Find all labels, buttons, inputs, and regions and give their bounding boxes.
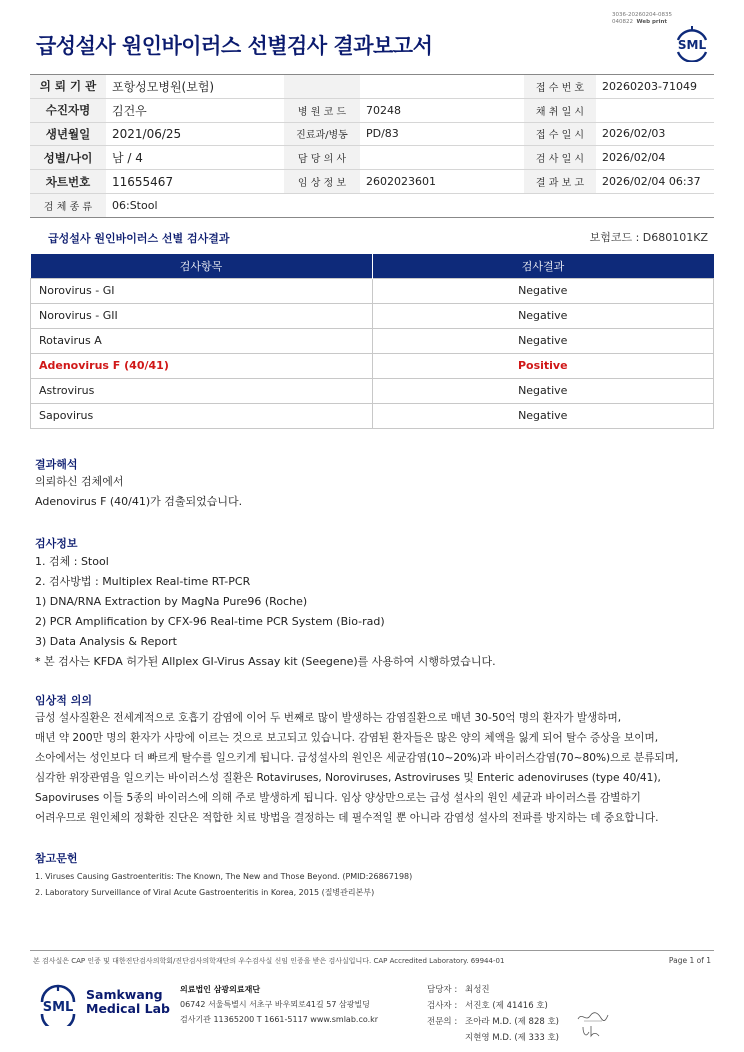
document-id [612, 12, 672, 26]
document-id-line2: 040822 [612, 19, 634, 25]
info-label: 접 수 번 호 [524, 75, 596, 99]
staff-role: 담당자 : [427, 985, 458, 995]
clinical-line: 급성 설사질환은 전세계적으로 호흡기 감염에 이어 두 번째로 많이 발생하는 감염질환으로 매년 30-50억 명의 환자가 발생하며, [35, 712, 622, 724]
test-result: Positive [372, 353, 713, 378]
info-value: 2026/02/04 06:37 [596, 170, 714, 194]
test-result: Negative [372, 403, 713, 428]
patient-info-row [30, 122, 714, 146]
info-value [596, 98, 714, 122]
info-value: 남 / 4 [106, 146, 284, 170]
info-value: 2026/02/04 [596, 146, 714, 170]
info-label: 결 과 보 고 [524, 170, 596, 194]
footer-brand [86, 988, 170, 1016]
column-header-result: 검사결과 [372, 254, 713, 278]
staff-name: 조아라 M.D. (제 828 호) [465, 1017, 560, 1027]
logo-text: SML [677, 38, 707, 52]
clinical-text [35, 708, 678, 828]
test-item: Astrovirus [31, 378, 373, 403]
test-info-line: 3) Data Analysis & Report [35, 635, 177, 648]
clinical-line: 어려우므로 원인체의 정확한 진단은 적합한 치료 방법을 결정하는 데 필수적일 뿐 아니라 감염성 설사의 전파를 방지하는 데 중요합니다. [35, 812, 659, 824]
patient-info-table [30, 74, 714, 218]
staff-row [427, 982, 559, 998]
test-result: Negative [372, 328, 713, 353]
info-value: 11655467 [106, 170, 284, 194]
info-value [360, 146, 524, 170]
info-value: 2602023601 [360, 170, 524, 194]
info-label: 검 사 일 시 [524, 146, 596, 170]
test-item: Adenovirus F (40/41) [31, 353, 373, 378]
info-label [284, 75, 360, 99]
info-label: 성별/나이 [30, 146, 106, 170]
patient-info-row [30, 75, 714, 99]
signature-1-icon [576, 1010, 610, 1024]
staff-role [427, 1030, 465, 1046]
organization-contact: 검사기관 11365200 T 1661-5117 www.smlab.co.kr [180, 1015, 379, 1024]
document-id-line1: 3036-20260204-0835 [612, 12, 672, 18]
test-info-line: 1) DNA/RNA Extraction by MagNa Pure96 (Roche) [35, 595, 308, 608]
staff-list [427, 982, 559, 1046]
test-result: Negative [372, 278, 713, 303]
interpretation-line: Adenovirus F (40/41)가 검출되었습니다. [35, 495, 243, 508]
specimen-value: 06:Stool [106, 193, 714, 217]
signature-2-icon [580, 1024, 602, 1040]
test-info-line: 2) PCR Amplification by CFX-96 Real-time PCR System (Bio-rad) [35, 615, 385, 628]
clinical-line: 소아에서는 성인보다 더 빠르게 탈수를 일으키게 됩니다. 급성설사의 원인은 세균감염(10~20%)과 바이러스감염(70~80%)으로 분류되며, [35, 752, 679, 764]
clinical-heading: 임상적 의의 [35, 694, 92, 707]
insurance-code: 보험코드 : D680101KZ [589, 231, 708, 244]
info-label: 담 당 의 사 [284, 146, 360, 170]
references-heading: 참고문헌 [35, 852, 78, 865]
interpretation-heading: 결과해석 [35, 458, 78, 471]
info-label: 접 수 일 시 [524, 122, 596, 146]
web-print-label: Web print [636, 19, 668, 25]
test-info-line: * 본 검사는 KFDA 허가된 Allplex GI-Virus Assay kit (Seegene)를 사용하여 시행하였습니다. [35, 655, 496, 668]
info-value: 70248 [360, 98, 524, 122]
samkwang-logo-icon [36, 982, 80, 1026]
result-row [31, 328, 714, 353]
clinical-line: 심각한 위장관염을 일으키는 바이러스성 질환은 Rotaviruses, Noroviruses, Astroviruses 및 Enteric adenoviruses (type 40/41), [35, 772, 661, 784]
staff-name: 지현영 M.D. (제 333 호) [465, 1033, 560, 1043]
result-row [31, 278, 714, 303]
info-label: 생년월일 [30, 122, 106, 146]
patient-info-row [30, 98, 714, 122]
test-result: Negative [372, 303, 713, 328]
results-section-title: 급성설사 원인바이러스 선별 검사결과 [48, 232, 230, 245]
test-item: Norovirus - GI [31, 278, 373, 303]
info-value: 2026/02/03 [596, 122, 714, 146]
organization-address: 06742 서울특별시 서초구 바우뫼로41길 57 삼광빌딩 [180, 1000, 370, 1009]
footer-divider [30, 950, 714, 951]
test-info-text [35, 552, 496, 672]
specimen-row [30, 193, 714, 217]
info-label: 임 상 정 보 [284, 170, 360, 194]
organization-info [180, 982, 378, 1027]
info-value: 김건우 [106, 98, 284, 122]
references-list [35, 869, 412, 901]
sml-logo-icon [672, 22, 712, 62]
test-info-line: 2. 검사방법 : Multiplex Real-time RT-PCR [35, 575, 251, 588]
test-item: Rotavirus A [31, 328, 373, 353]
result-row [31, 353, 714, 378]
interpretation-line: 의뢰하신 검체에서 [35, 475, 124, 488]
test-info-line: 1. 검체 : Stool [35, 555, 109, 568]
page-number: Page 1 of 1 [668, 956, 711, 965]
result-row [31, 303, 714, 328]
test-info-heading: 검사정보 [35, 537, 78, 550]
staff-role: 검사자 : [427, 1001, 458, 1011]
info-label: 진료과/병동 [284, 122, 360, 146]
specimen-label: 검 체 종 류 [30, 193, 106, 217]
footer-logo-text: SML [42, 1000, 74, 1015]
info-label: 수진자명 [30, 98, 106, 122]
results-header-row [31, 254, 714, 278]
staff-row [427, 998, 559, 1014]
info-value: 2021/06/25 [106, 122, 284, 146]
info-label: 의 뢰 기 관 [30, 75, 106, 99]
reference-item: 2. Laboratory Surveillance of Viral Acute Gastroenteritis in Korea, 2015 (질병관리본부) [35, 888, 375, 897]
staff-row [427, 1030, 559, 1046]
info-value: 포항성모병원(보험) [106, 75, 284, 99]
info-value: PD/83 [360, 122, 524, 146]
results-table [30, 254, 714, 429]
staff-name: 최성진 [465, 985, 490, 995]
report-title: 급성설사 원인바이러스 선별검사 결과보고서 [36, 34, 433, 58]
result-row [31, 378, 714, 403]
clinical-line: Sapoviruses 이들 5종의 바이러스에 의해 주로 발생하게 됩니다. 임상 양상만으로는 급성 설사의 원인 세균과 바이러스를 감별하기 [35, 792, 641, 804]
patient-info-row [30, 170, 714, 194]
organization-name: 의료법인 삼광의료재단 [180, 985, 261, 994]
accreditation-note: 본 검사실은 CAP 인증 및 대한진단검사의학회/진단검사의학재단의 우수검사실 신임 인증을 받은 검사실입니다. CAP Accredited Laboratory. 69944-01 [33, 957, 505, 965]
column-header-item: 검사항목 [31, 254, 373, 278]
info-label: 병 원 코 드 [284, 98, 360, 122]
brand-line2: Medical Lab [86, 1001, 170, 1016]
patient-info-row [30, 146, 714, 170]
test-item: Norovirus - GII [31, 303, 373, 328]
clinical-line: 매년 약 200만 명의 환자가 사망에 이르는 것으로 보고되고 있습니다. 감염된 환자들은 많은 양의 체액을 잃게 되어 탈수 증상을 보이며, [35, 732, 659, 744]
test-result: Negative [372, 378, 713, 403]
brand-line1: Samkwang [86, 987, 163, 1002]
info-label: 차트번호 [30, 170, 106, 194]
staff-row [427, 1014, 559, 1030]
staff-role: 전문의 : [427, 1017, 458, 1027]
result-row [31, 403, 714, 428]
test-item: Sapovirus [31, 403, 373, 428]
interpretation-text [35, 472, 242, 512]
info-label: 채 취 일 시 [524, 98, 596, 122]
info-value: 20260203-71049 [596, 75, 714, 99]
staff-name: 서진호 (제 41416 호) [465, 1001, 548, 1011]
reference-item: 1. Viruses Causing Gastroenteritis: The Known, The New and Those Beyond. (PMID:26867198) [35, 872, 413, 881]
info-value [360, 75, 524, 99]
